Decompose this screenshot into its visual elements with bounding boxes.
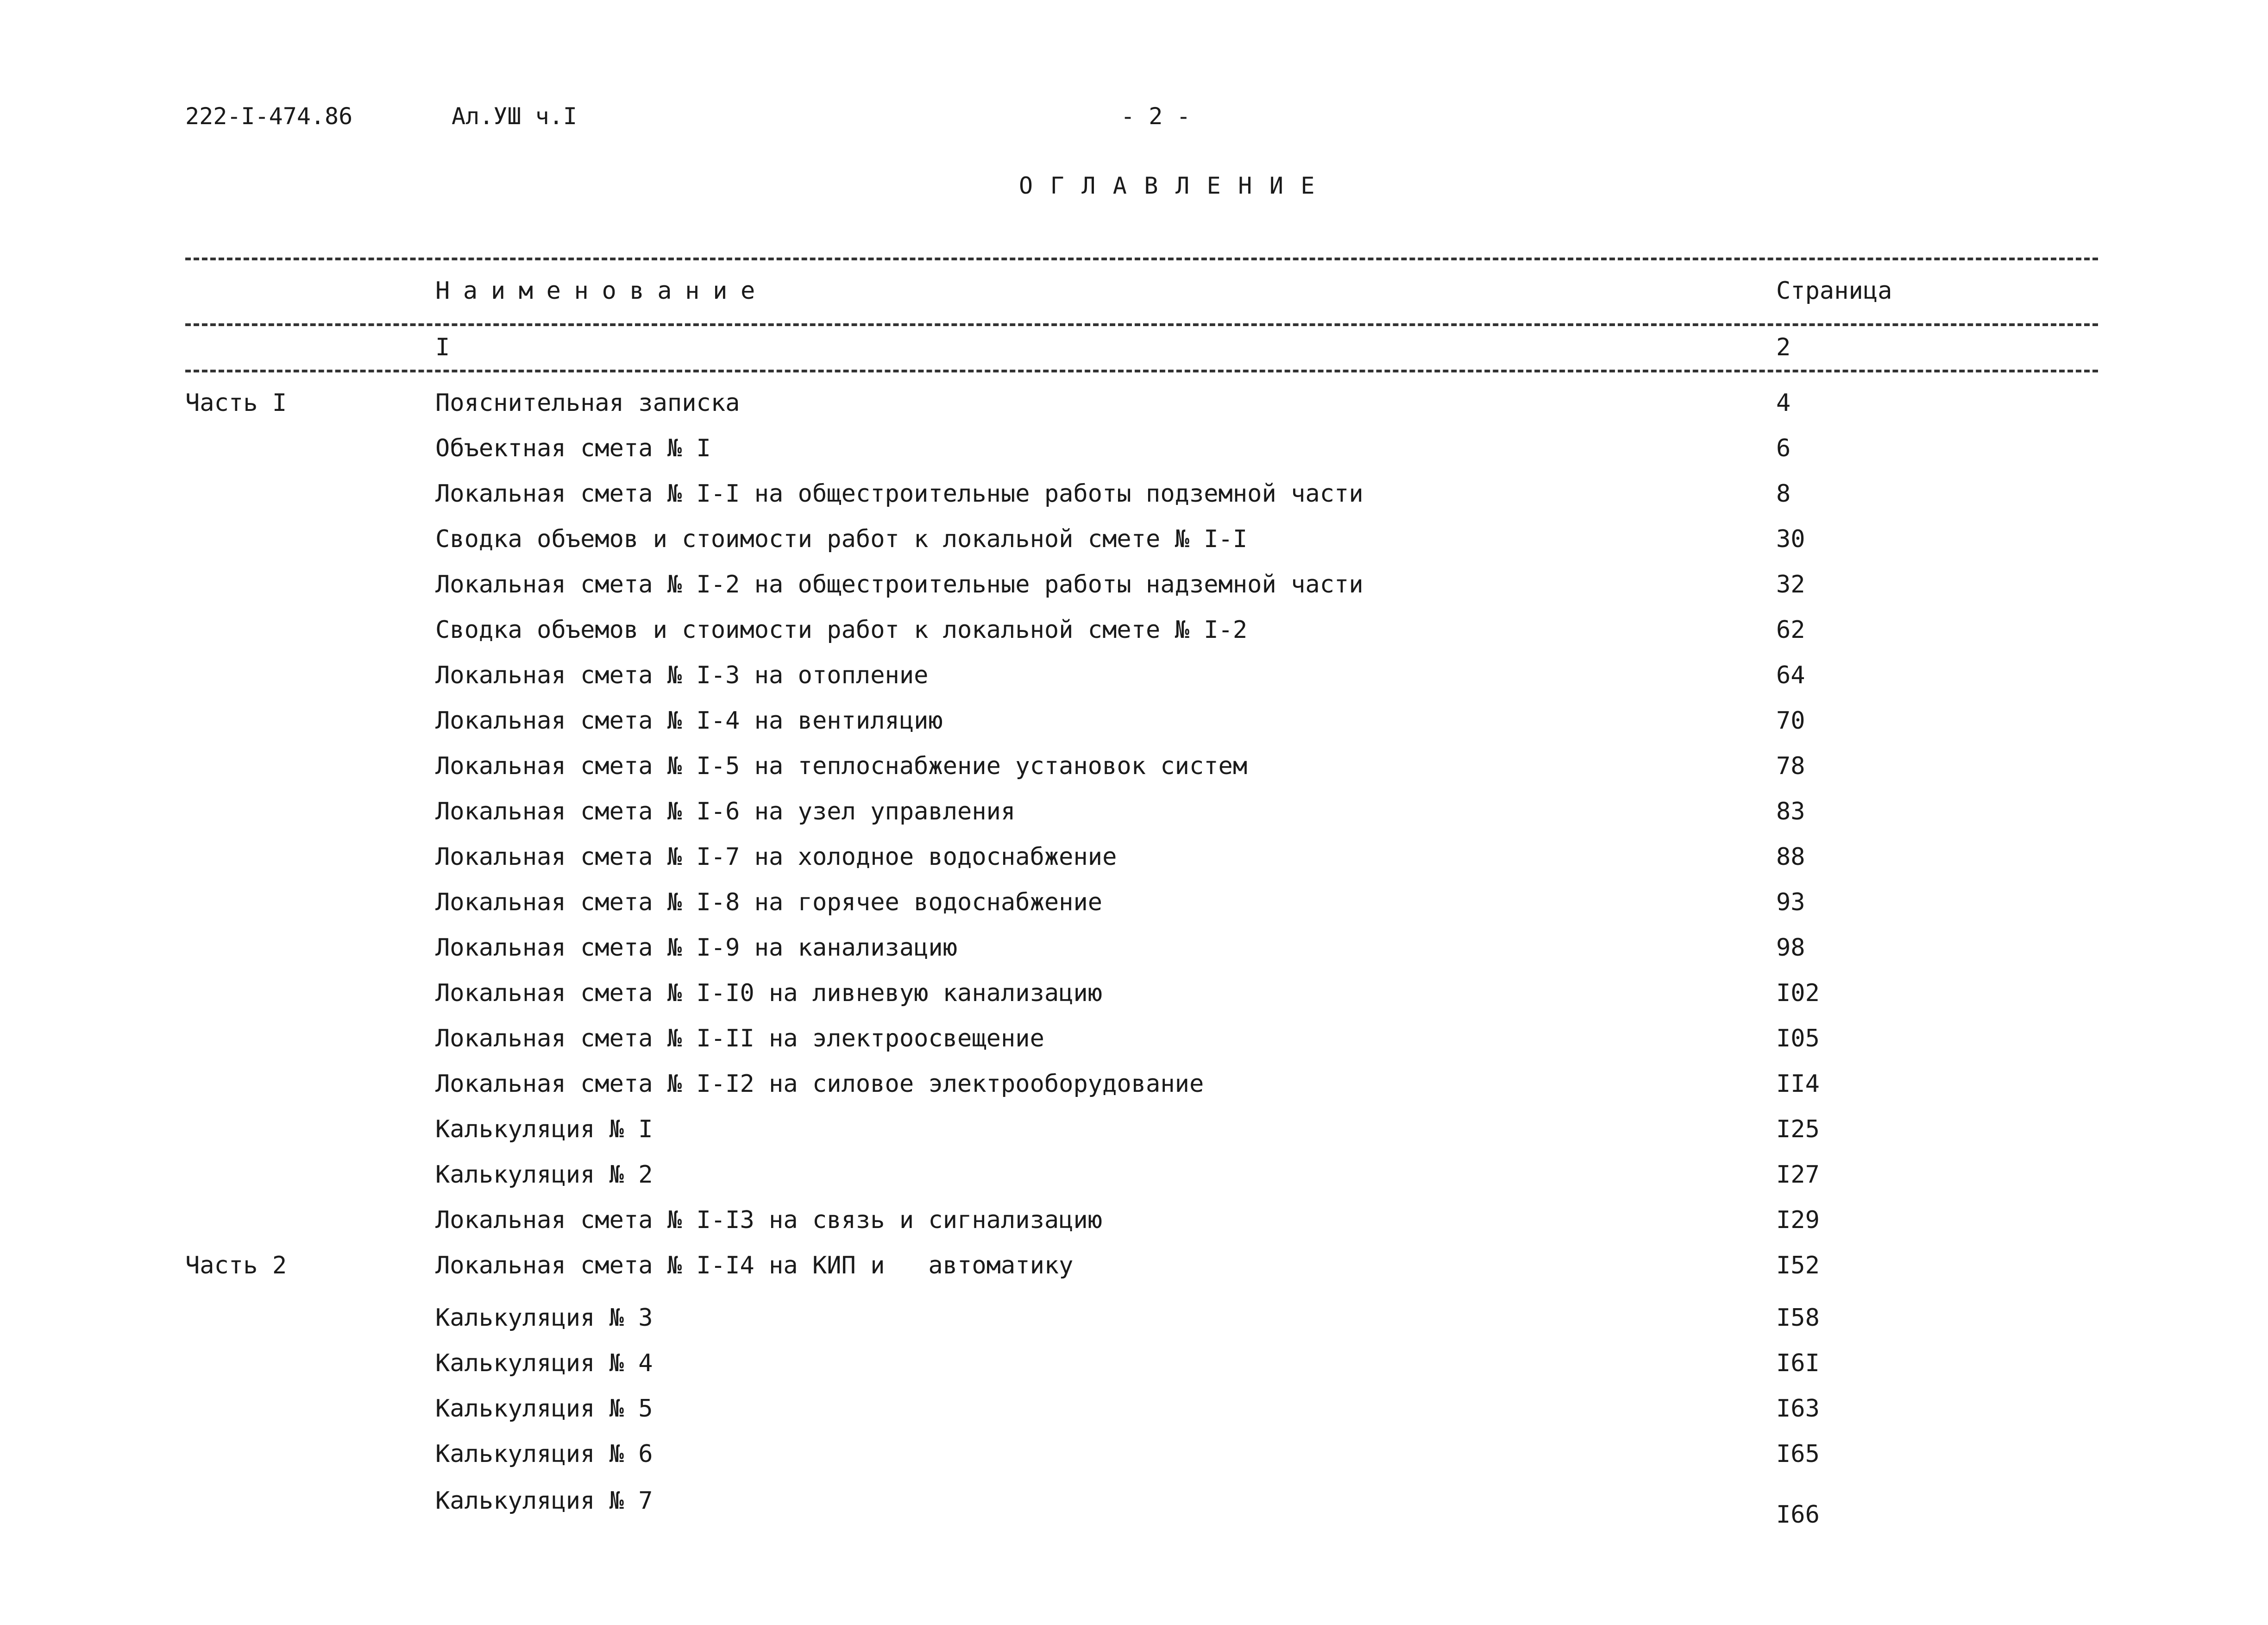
row-part-label: Часть I xyxy=(185,389,287,417)
table-numbers-rule xyxy=(185,370,2098,372)
row-page-number: 70 xyxy=(1776,707,1805,735)
row-page-number: I58 xyxy=(1776,1304,1820,1332)
row-page-number: II4 xyxy=(1776,1070,1820,1098)
row-title: Локальная смета № I-5 на теплоснабжение установок систем xyxy=(435,752,1248,780)
row-title: Калькуляция № 6 xyxy=(435,1440,653,1468)
row-title: Локальная смета № I-2 на общестроительные работы надземной части xyxy=(435,571,1363,598)
row-title: Локальная смета № I-I3 на связь и сигнализацию xyxy=(435,1206,1103,1234)
row-page-number: 4 xyxy=(1776,389,1791,417)
row-title: Калькуляция № 5 xyxy=(435,1395,653,1423)
row-title: Локальная смета № I-I на общестроительные работы подземной части xyxy=(435,480,1363,508)
row-page-number: I25 xyxy=(1776,1115,1820,1143)
row-page-number: 30 xyxy=(1776,525,1805,553)
row-page-number: I05 xyxy=(1776,1025,1820,1052)
column-number-page: 2 xyxy=(1776,334,1791,361)
row-title: Локальная смета № I-6 на узел управления xyxy=(435,798,1016,825)
page-number: - 2 - xyxy=(1121,103,1191,130)
row-title: Калькуляция № I xyxy=(435,1115,653,1143)
row-part-label: Часть 2 xyxy=(185,1252,287,1279)
row-title: Калькуляция № 4 xyxy=(435,1349,653,1377)
row-page-number: I02 xyxy=(1776,979,1820,1007)
column-number-name: I xyxy=(435,334,450,361)
column-header-page: Страница xyxy=(1776,277,1892,305)
table-top-rule xyxy=(185,258,2098,260)
album-label: Ал.УШ ч.I xyxy=(452,103,577,130)
row-title: Локальная смета № I-9 на канализацию xyxy=(435,934,958,962)
row-title: Сводка объемов и стоимости работ к локальной смете № I-2 xyxy=(435,616,1248,644)
row-page-number: 64 xyxy=(1776,661,1805,689)
row-title: Локальная смета № I-4 на вентиляцию xyxy=(435,707,943,735)
row-title: Локальная смета № I-3 на отопление xyxy=(435,661,929,689)
row-page-number: I29 xyxy=(1776,1206,1820,1234)
row-page-number: I6I xyxy=(1776,1349,1820,1377)
document-code: 222-I-474.86 xyxy=(185,103,353,130)
row-page-number: I27 xyxy=(1776,1161,1820,1189)
row-title: Калькуляция № 7 xyxy=(435,1487,653,1515)
page-title: ОГЛАВЛЕНИЕ xyxy=(1019,172,1332,199)
table-header-rule xyxy=(185,323,2098,326)
row-title: Объектная смета № I xyxy=(435,435,711,462)
row-title: Локальная смета № I-7 на холодное водоснабжение xyxy=(435,843,1117,871)
row-title: Пояснительная записка xyxy=(435,389,740,417)
row-page-number: 83 xyxy=(1776,798,1805,825)
row-title: Локальная смета № I-8 на горячее водоснабжение xyxy=(435,888,1103,916)
row-page-number: 93 xyxy=(1776,888,1805,916)
row-page-number: I66 xyxy=(1776,1501,1820,1529)
row-page-number: 98 xyxy=(1776,934,1805,962)
row-page-number: I52 xyxy=(1776,1252,1820,1279)
row-page-number: I65 xyxy=(1776,1440,1820,1468)
row-page-number: 8 xyxy=(1776,480,1791,508)
row-title: Локальная смета № I-II на электроосвещение xyxy=(435,1025,1044,1052)
row-page-number: I63 xyxy=(1776,1395,1820,1423)
row-title: Калькуляция № 2 xyxy=(435,1161,653,1189)
row-page-number: 32 xyxy=(1776,571,1805,598)
column-header-name: Наименование xyxy=(435,277,768,305)
row-title: Калькуляция № 3 xyxy=(435,1304,653,1332)
row-page-number: 6 xyxy=(1776,435,1791,462)
row-page-number: 88 xyxy=(1776,843,1805,871)
row-page-number: 78 xyxy=(1776,752,1805,780)
row-title: Локальная смета № I-I0 на ливневую канализацию xyxy=(435,979,1103,1007)
row-page-number: 62 xyxy=(1776,616,1805,644)
row-title: Локальная смета № I-I2 на силовое электрооборудование xyxy=(435,1070,1204,1098)
row-title: Локальная смета № I-I4 на КИП и автоматику xyxy=(435,1252,1074,1279)
row-title: Сводка объемов и стоимости работ к локальной смете № I-I xyxy=(435,525,1248,553)
